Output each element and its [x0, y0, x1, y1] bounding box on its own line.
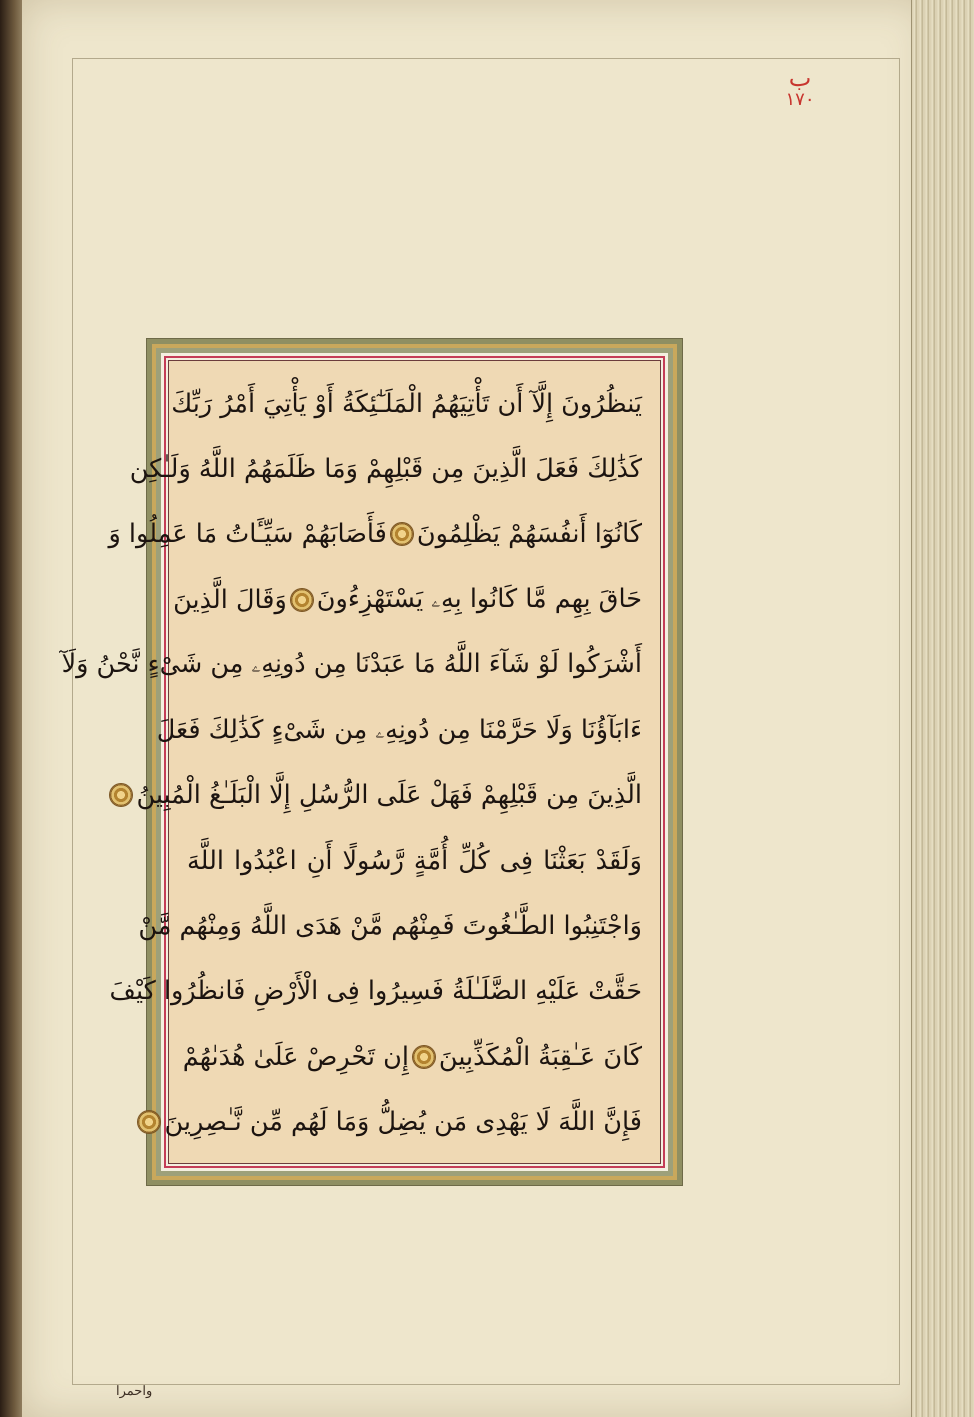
text-line — [108, 502, 642, 567]
text-line-content: وَاجْتَنِبُوا الطَّـٰغُوتَ فَمِنْهُم مَّنْ هَدَى اللَّهُ وَمِنْهُم مَّنْ — [138, 911, 642, 942]
text-line-content: أَشْرَكُوا لَوْ شَآءَ اللَّهُ مَا عَبَدْنَا مِن دُونِهِۦ مِن شَىْءٍ نَّحْنُ وَلَآ — [61, 649, 642, 680]
text-line-content: كَانُوٓا أَنفُسَهُمْ يَظْلِمُونَ — [416, 519, 642, 550]
gold-rosette-icon — [391, 523, 413, 545]
text-line — [187, 828, 642, 893]
text-line — [138, 893, 642, 958]
text-line — [136, 763, 642, 828]
text-line-content: كَذَٰلِكَ فَعَلَ الَّذِينَ مِن قَبْلِهِمْ وَمَا ظَلَمَهُمُ اللَّهُ وَلَـٰكِن — [129, 453, 642, 484]
manuscript-page — [22, 0, 928, 1417]
text-line-content: حَاقَ بِهِم مَّا كَانُوا بِهِۦ يَسْتَهْزِءُونَ — [316, 584, 642, 615]
text-line — [109, 959, 642, 1024]
text-line — [173, 567, 642, 632]
gold-rosette-icon — [413, 1046, 435, 1068]
text-line-content: الَّذِينَ مِن قَبْلِهِمْ فَهَلْ عَلَى الرُّسُلِ إِلَّا الْبَلَـٰغُ الْمُبِينُ — [136, 780, 642, 811]
margin-note: واحمرا — [116, 1384, 153, 1399]
text-line-content: ءَابَآؤُنَا وَلَا حَرَّمْنَا مِن دُونِهِۦ مِن شَىْءٍ كَذَٰلِكَ فَعَلَ — [156, 714, 642, 745]
text-line-content: حَقَّتْ عَلَيْهِ الضَّلَـٰلَةُ فَسِيرُوا فِى الْأَرْضِ فَانظُرُوا كَيْفَ — [109, 976, 642, 1007]
text-line — [129, 436, 642, 501]
text-line — [61, 632, 642, 697]
text-field — [61, 360, 661, 1164]
folio-letter: ب — [788, 64, 812, 92]
illuminated-text-panel — [61, 338, 683, 1186]
folio-page-number: ١٧٠ — [785, 89, 815, 110]
text-line — [171, 371, 642, 436]
text-line — [182, 1024, 642, 1089]
text-line — [164, 1089, 642, 1154]
text-line-content: فَإِنَّ اللَّهَ لَا يَهْدِى مَن يُضِلُّ وَمَا لَهُم مِّن نَّـٰصِرِينَ — [164, 1106, 642, 1137]
page-stack-edge — [911, 0, 974, 1417]
text-lines — [61, 361, 660, 1163]
text-line-content: إِن تَحْرِصْ عَلَىٰ هُدَىٰهُمْ — [182, 1041, 409, 1072]
text-line-content: يَنظُرُونَ إِلَّآ أَن تَأْتِيَهُمُ الْمَلَـٰٓئِكَةُ أَوْ يَأْتِيَ أَمْرُ رَبِّكَ — [171, 388, 642, 419]
gold-rosette-icon — [291, 589, 313, 611]
text-line-content: وَلَقَدْ بَعَثْنَا فِى كُلِّ أُمَّةٍ رَّسُولًا أَنِ اعْبُدُوا اللَّهَ — [187, 845, 642, 876]
text-line-content: كَانَ عَـٰقِبَةُ الْمُكَذِّبِينَ — [438, 1041, 642, 1072]
folio-number — [780, 66, 820, 110]
text-line — [156, 697, 642, 762]
text-line-content: وَقَالَ الَّذِينَ — [173, 584, 287, 615]
text-line-content: فَأَصَابَهُمْ سَيِّـَٔاتُ مَا عَمِلُوا وَ — [108, 519, 387, 550]
